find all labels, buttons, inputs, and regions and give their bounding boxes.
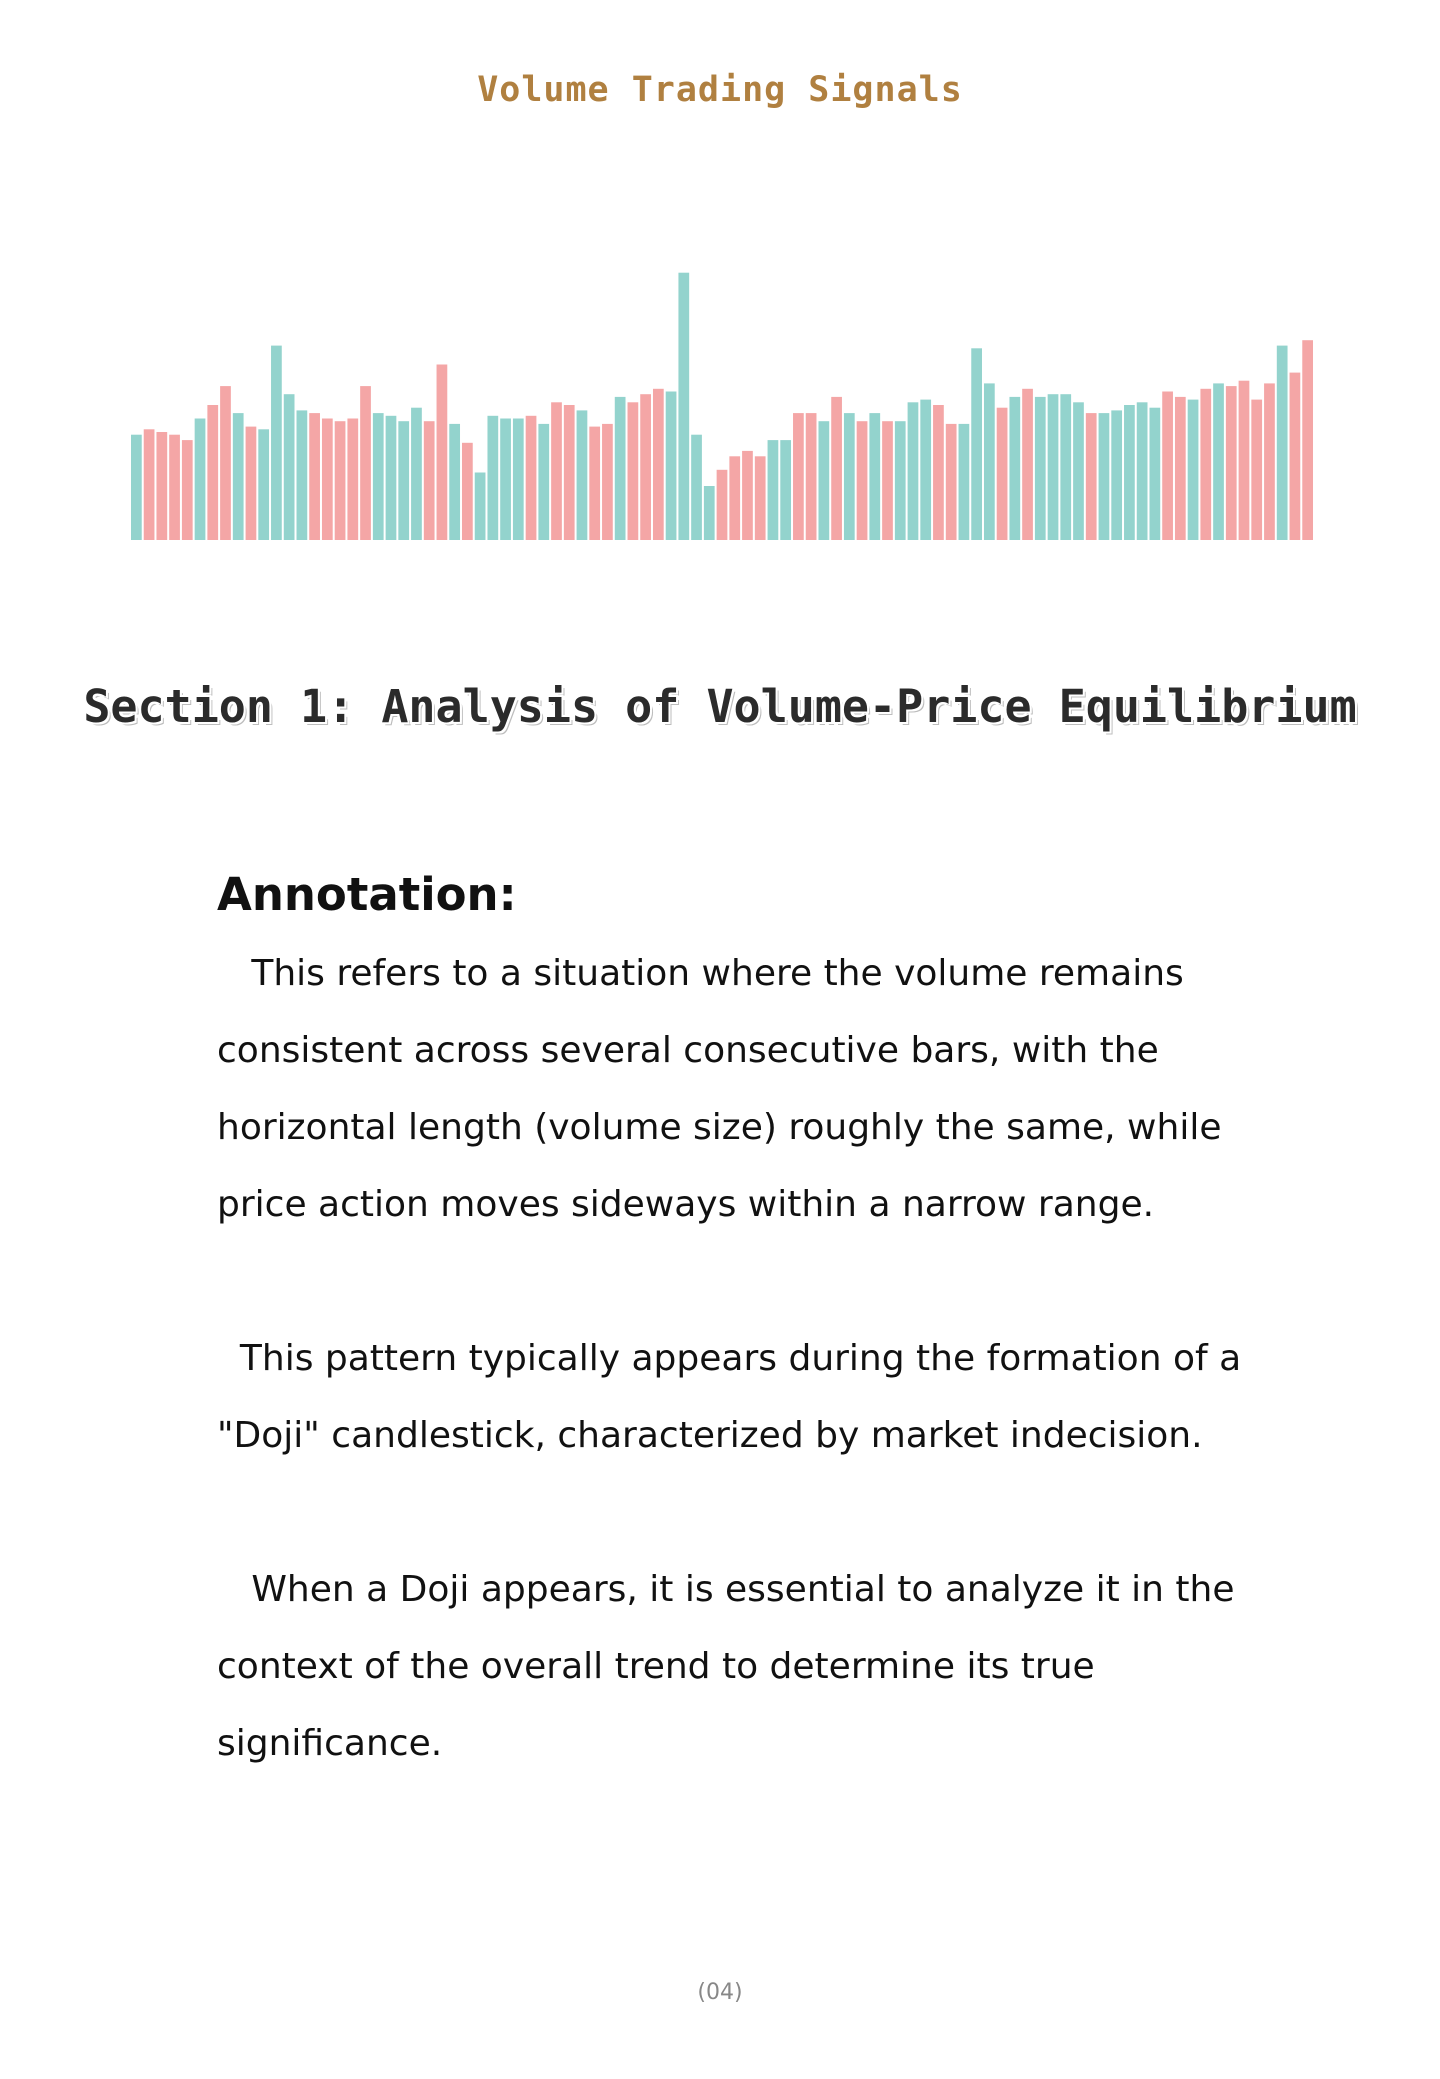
volume-bar <box>1124 405 1135 540</box>
volume-bar <box>768 440 779 540</box>
volume-bar <box>1200 389 1211 540</box>
volume-bar <box>207 405 218 540</box>
volume-bar <box>729 456 740 540</box>
volume-bar <box>1290 373 1301 540</box>
volume-bar <box>895 421 906 540</box>
volume-bar-chart <box>131 270 1315 540</box>
volume-bar <box>717 470 728 540</box>
annotation-paragraph-2: This pattern typically appears during the formation of a "Doji" candlestick, characterized by market indecision. <box>217 1338 1242 1456</box>
volume-bar <box>386 416 397 540</box>
volume-bar <box>997 408 1008 540</box>
volume-bar <box>1022 389 1033 540</box>
volume-bar <box>704 486 715 540</box>
volume-bar <box>1009 397 1020 540</box>
volume-bar <box>959 424 970 540</box>
volume-bar <box>818 421 829 540</box>
annotation-content <box>217 868 1267 1782</box>
volume-bar <box>615 397 626 540</box>
volume-bar <box>640 394 651 540</box>
volume-bar <box>869 413 880 540</box>
section-heading: Section 1: Analysis of Volume-Price Equilibrium <box>83 680 1357 733</box>
volume-bar <box>437 365 448 541</box>
volume-bar <box>564 405 575 540</box>
volume-bar <box>971 348 982 540</box>
volume-bar <box>309 413 320 540</box>
volume-bar <box>793 413 804 540</box>
volume-bar <box>666 392 677 541</box>
volume-bar <box>449 424 460 540</box>
volume-bar <box>755 456 766 540</box>
volume-bar <box>182 440 193 540</box>
volume-bar <box>347 419 358 541</box>
volume-bar <box>1277 346 1288 540</box>
volume-bar <box>398 421 409 540</box>
volume-bar <box>1251 400 1262 540</box>
volume-bar <box>653 389 664 540</box>
volume-bar <box>462 443 473 540</box>
volume-bar <box>475 473 486 541</box>
volume-bar <box>1137 402 1148 540</box>
volume-bar <box>195 419 206 541</box>
volume-bar <box>589 427 600 540</box>
volume-bar <box>1086 413 1097 540</box>
volume-bar <box>411 408 422 540</box>
volume-bar <box>1073 402 1084 540</box>
volume-bar <box>602 424 613 540</box>
volume-bar <box>373 413 384 540</box>
volume-bar <box>297 410 308 540</box>
volume-bar <box>258 429 269 540</box>
volume-bar <box>271 346 282 540</box>
page-header-title: Volume Trading Signals <box>477 70 963 110</box>
volume-bar <box>691 435 702 540</box>
volume-bar <box>882 421 893 540</box>
volume-bar <box>1264 383 1275 540</box>
volume-bar <box>780 440 791 540</box>
volume-bar <box>500 419 511 541</box>
volume-bar <box>538 424 549 540</box>
volume-bar <box>577 410 588 540</box>
volume-bar <box>284 394 295 540</box>
volume-bar <box>360 386 371 540</box>
annotation-heading: Annotation: <box>217 868 517 921</box>
volume-bar <box>1111 410 1122 540</box>
annotation-paragraph-1: This refers to a situation where the volume remains consistent across several consecutive bars, with the horizontal length (volume size) roughly the same, while price action moves sideways within a narrow range. <box>217 953 1222 1225</box>
volume-bar <box>1035 397 1046 540</box>
volume-bar <box>1162 392 1173 541</box>
volume-bar <box>169 435 180 540</box>
volume-bar <box>335 421 346 540</box>
volume-bar <box>831 397 842 540</box>
volume-bar <box>1175 397 1186 540</box>
volume-bar <box>1302 340 1313 540</box>
volume-bar <box>513 419 524 541</box>
volume-bar <box>1099 413 1110 540</box>
annotation-paragraph-3: When a Doji appears, it is essential to analyze it in the context of the overall trend to determine its true significance. <box>217 1569 1235 1764</box>
volume-bar <box>1226 386 1237 540</box>
volume-bar <box>920 400 931 540</box>
volume-bar <box>246 427 257 540</box>
volume-bar <box>1213 383 1224 540</box>
volume-bar <box>156 432 167 540</box>
page-number: (04) <box>697 1980 743 2005</box>
volume-bar <box>742 451 753 540</box>
volume-bar <box>1060 394 1071 540</box>
volume-bar <box>844 413 855 540</box>
volume-bar <box>220 386 231 540</box>
volume-bar <box>628 402 639 540</box>
volume-bar <box>1239 381 1250 540</box>
volume-bar <box>1048 394 1059 540</box>
volume-bar <box>857 421 868 540</box>
volume-bar <box>131 435 142 540</box>
volume-bar <box>526 416 537 540</box>
volume-bar <box>233 413 244 540</box>
volume-bar <box>678 273 689 540</box>
volume-bar <box>933 405 944 540</box>
volume-bar <box>1188 400 1199 540</box>
volume-bar <box>551 402 562 540</box>
volume-bar <box>908 402 919 540</box>
volume-bar <box>1149 408 1160 540</box>
volume-bar <box>487 416 498 540</box>
volume-bar <box>806 413 817 540</box>
volume-bar <box>424 421 435 540</box>
volume-bar <box>322 419 333 541</box>
volume-bar <box>946 424 957 540</box>
volume-bar <box>144 429 155 540</box>
volume-bar <box>984 383 995 540</box>
volume-chart-svg <box>131 270 1315 540</box>
